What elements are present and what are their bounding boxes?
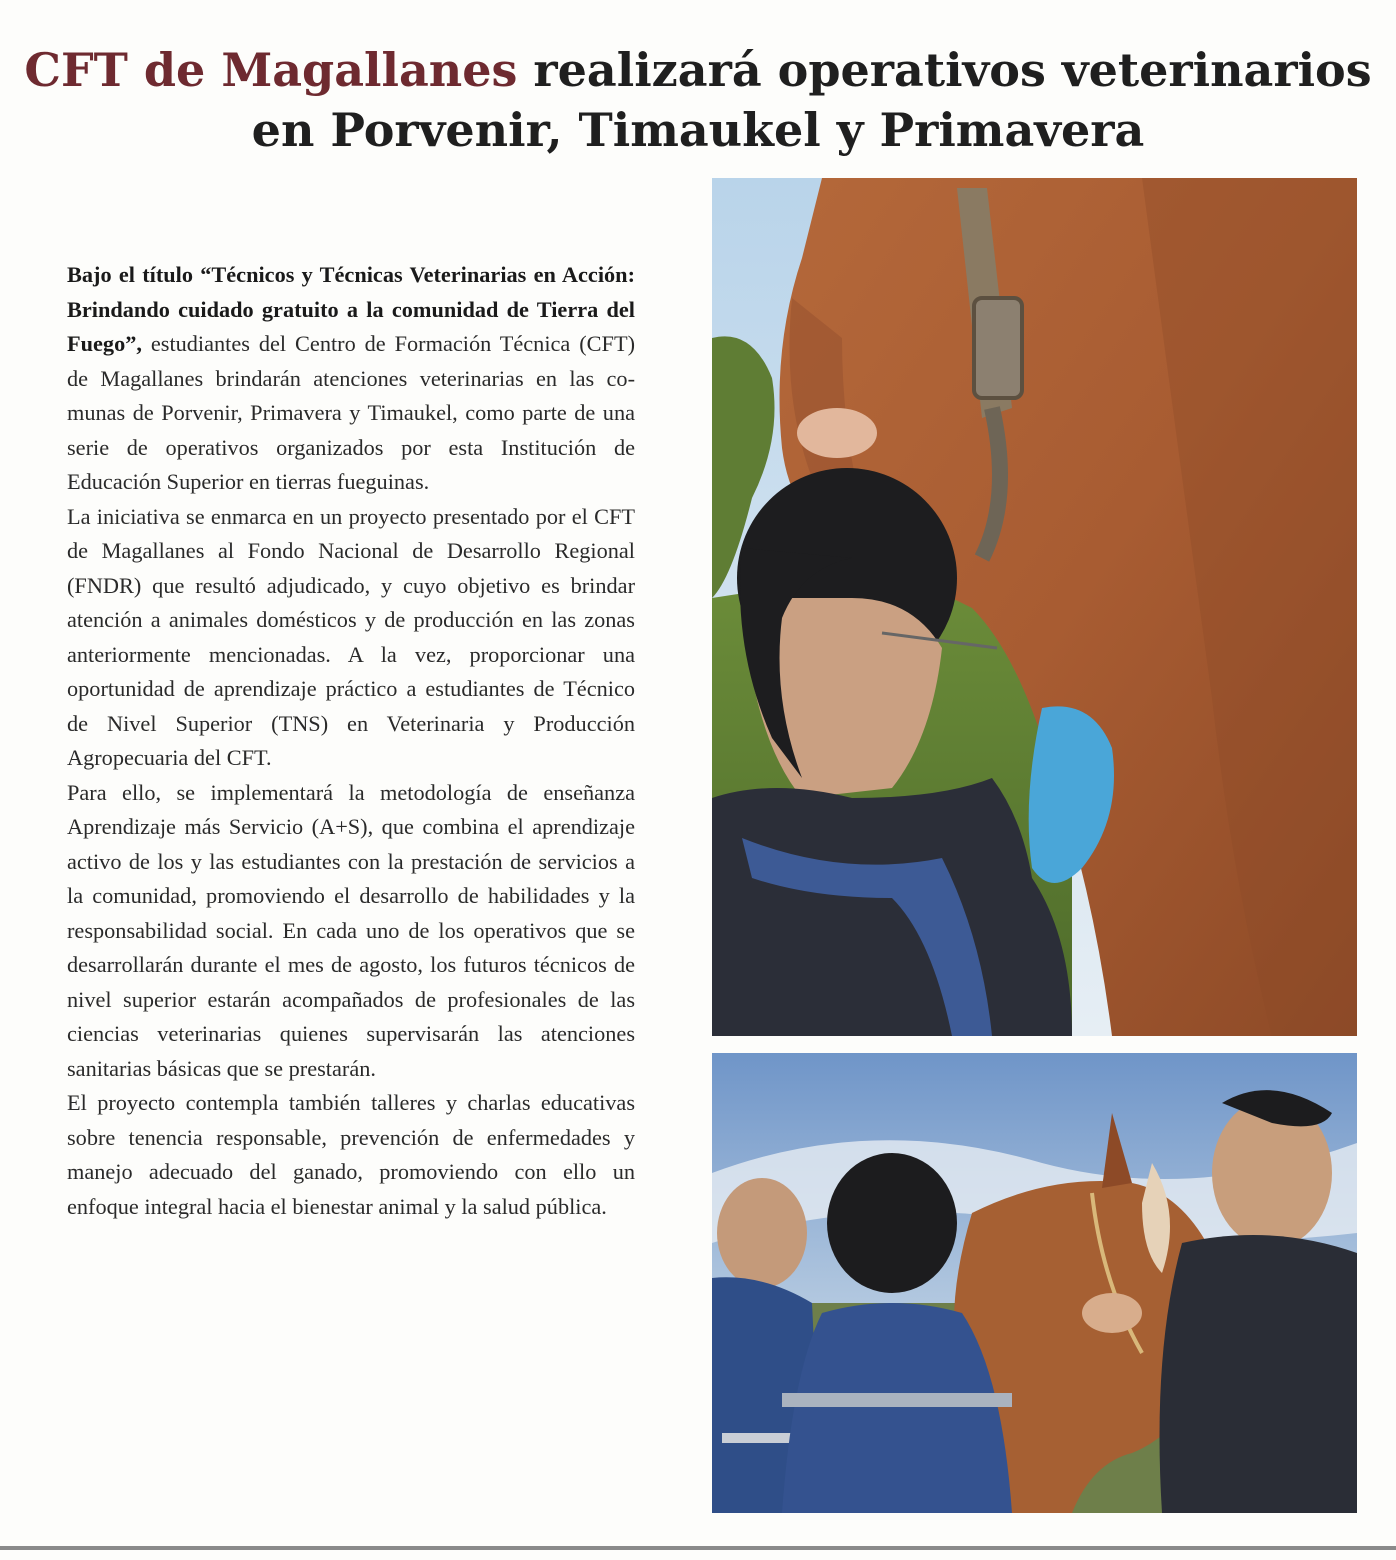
article-paragraph-1 — [67, 258, 635, 500]
photo-group-with-horse — [712, 1053, 1357, 1513]
headline-brand: CFT de Magallanes — [24, 43, 518, 97]
article-paragraph-3: Para ello, se implementará la metodología de enseñanza Aprendizaje más Servicio (A+S), que combina el aprendizaje activo de los y las estudiantes con la prestación de servicios a la comunidad, promoviendo el desarrollo de habilidades y la responsabilidad social. En cada uno de los operativos que se desarrollarán durante el mes de agosto, los futuros técnicos de nivel superior estarán acompañados de profesionales de las ciencias veterinarias quienes supervisarán las atenciones sanitarias básicas que se prestarán. — [67, 779, 635, 1081]
headline-line1-text: realizará operativos veterinarios — [533, 43, 1372, 97]
article-paragraph-4: El proyecto contempla también talleres y charlas educativas sobre tenencia responsable, prevención de enfermedades y manejo adecuado del ganado, promoviendo con ello un enfoque integral hacia el bienestar animal y la salud pública. — [67, 1090, 635, 1219]
headline — [0, 40, 1396, 160]
article-paragraph-2: La iniciativa se enmarca en un proyecto presentado por el CFT de Magallanes al Fondo Nacional de Desarrollo Regional (FNDR) que resultó adjudicado, y cuyo objetivo es brindar atención a animales domésticos y de producción en las zonas anteriormente mencionadas. A la vez, proporcionar una oportunidad de aprendizaje práctico a estudiantes de Técnico de Nivel Superior (TNS) en Veterinaria y Producción Agropecuaria del CFT. — [67, 503, 635, 770]
page-bottom-rule — [0, 1546, 1396, 1550]
photo-student-examining-horse — [712, 178, 1357, 1036]
headline-line2: en Porvenir, Timaukel y Primavera — [251, 103, 1145, 157]
headline-line1-rest — [533, 43, 1371, 97]
article-intro-lead: Bajo el título “Técnicos y Técnicas Veterinarias en Acción: Brindando cuidado gratuito a la comunidad de Tierra del Fuego”, — [67, 262, 635, 356]
article-body — [67, 258, 635, 1224]
photo-top-drawing — [712, 178, 1357, 1036]
photo-bottom-drawing — [712, 1053, 1357, 1513]
article-intro-rest: estudiantes del Centro de Formación Técnica (CFT) de Magallanes brindarán atenciones veterinarias en las comunas de Porvenir, Primavera y Timaukel, como parte de una serie de operativos organizados por esta Institución de Educación Superior en tierras fueguinas. — [67, 331, 635, 494]
